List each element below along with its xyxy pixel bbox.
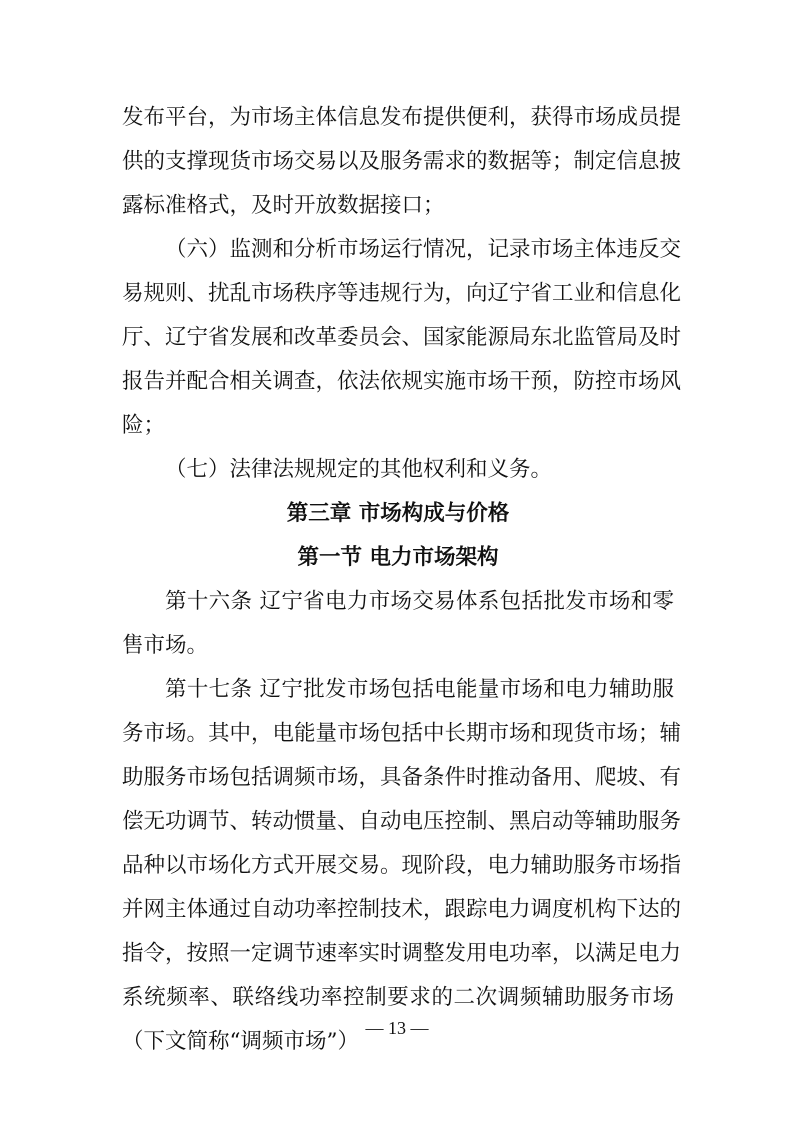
text-line: 报告并配合相关调查，依法依规实施市场干预，防控市场风 [122,369,682,394]
text-line: 助服务市场包括调频市场，具备条件时推动备用、爬坡、有 [122,765,682,790]
document-body [122,96,682,1064]
text-line: 露标准格式，及时开放数据接口； [122,193,445,218]
page-number: — 13 — [365,1018,429,1038]
text-line: 第十六条 辽宁省电力市场交易体系包括批发市场和零 [165,589,674,614]
text-line: 并网主体通过自动功率控制技术，跟踪电力调度机构下达的 [122,897,682,922]
text-line: 供的支撑现货市场交易以及服务需求的数据等；制定信息披 [122,149,682,174]
text-line: （下文简称“调频市场”） [122,1029,359,1054]
text-line: （七）法律法规规定的其他权利和义务。 [165,457,553,482]
text-line: 发布平台，为市场主体信息发布提供便利，获得市场成员提 [122,105,682,130]
text-line: 售市场。 [122,633,209,658]
text-line: 偿无功调节、转动惯量、自动电压控制、黑启动等辅助服务 [122,809,682,834]
text-line: 品种以市场化方式开展交易。现阶段，电力辅助服务市场指 [122,853,682,878]
text-line: （六）监测和分析市场运行情况，记录市场主体违反交 [165,237,682,262]
text-line: 系统频率、联络线功率控制要求的二次调频辅助服务市场 [122,985,674,1010]
section-heading: 第三章 市场构成与价格 [286,501,510,526]
text-line: 险； [122,413,166,438]
text-line: 厅、辽宁省发展和改革委员会、国家能源局东北监管局及时 [122,325,682,350]
section-heading: 第一节 电力市场架构 [297,545,499,570]
text-line: 务市场。其中，电能量市场包括中长期市场和现货市场；辅 [122,721,682,746]
text-line: 指令，按照一定调节速率实时调整发用电功率，以满足电力 [122,941,682,966]
text-line: 第十七条 辽宁批发市场包括电能量市场和电力辅助服 [165,677,674,702]
text-line: 易规则、扰乱市场秩序等违规行为，向辽宁省工业和信息化 [122,281,682,306]
